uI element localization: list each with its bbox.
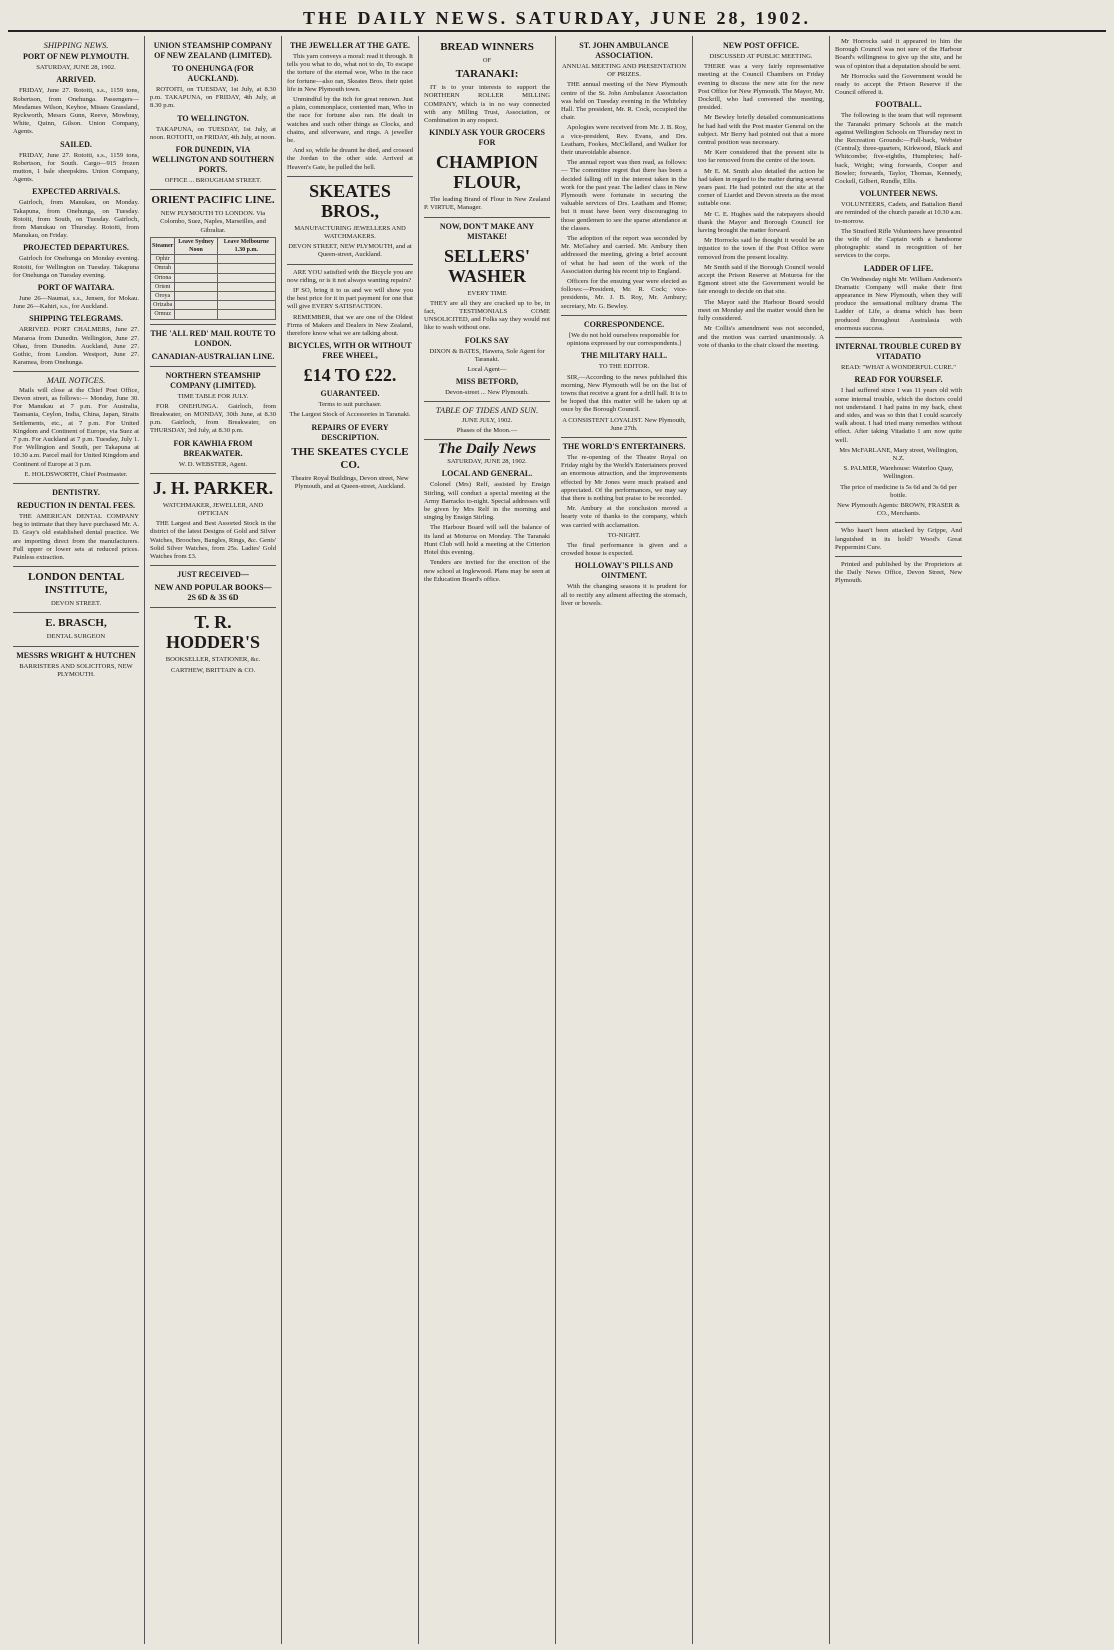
- office-line: OFFICE ... BROUGHAM STREET.: [164, 177, 262, 185]
- projected-text: Gairloch for Onehunga on Monday evening. Rotoiti, for Wellington on Tuesday. Takapuna for Onehunga on Tuesday evening.: [13, 255, 139, 279]
- dental-text: THE AMERICAN DENTAL COMPANY beg to intimate that they have purchased Mr. A. D. Gray's old established dental practice. We are importing direct from the manufacturers. Full upper or lower sets at reduced prices. Painless extraction.: [13, 512, 139, 561]
- usc-title: UNION STEAMSHIP COMPANY OF NEW ZEALAND (LIMITED).: [153, 41, 273, 60]
- jeweller-heading: THE JEWELLER AT THE GATE.: [289, 41, 411, 50]
- bicycle-text: ARE YOU satisfied with the Bicycle you are now riding, or is it not always wanting repairs?: [287, 268, 413, 284]
- dunedin-heading: FOR DUNEDIN, VIA WELLINGTON AND SOUTHERN PORTS.: [151, 145, 275, 175]
- table-row: [151, 255, 276, 264]
- skeates-address: DEVON STREET, NEW PLYMOUTH, and at Queen-street, Auckland.: [288, 243, 412, 259]
- holloway-text: With the changing seasons it is prudent for all to rectify any ailment affecting the stomach, liver or bowels.: [561, 583, 687, 607]
- local-text: The Harbour Board will sell the balance of its land at Moturoa on Monday. The Taranaki Hunt Club will hold a meeting at the Criterion Hotel this evening.: [424, 524, 550, 557]
- col2-footer: CARTHEW, BRITTAIN & CO.: [170, 666, 256, 674]
- local-text: Tenders are invited for the erection of the new school at Inglewood. Plans may be seen at the Education Board's office.: [424, 559, 550, 583]
- divider: [13, 646, 139, 647]
- world-heading: THE WORLD'S ENTERTAINERS.: [562, 441, 686, 451]
- table-header: Leave Melbourne 1.30 p.m.: [217, 237, 275, 254]
- local-agent: Local Agent—: [467, 366, 507, 374]
- sellers-title: SELLERS' WASHER: [443, 245, 531, 286]
- vitadatio-local: New Plymouth Agents: BROWN, FRASER & CO., Merchants.: [837, 501, 960, 518]
- npo-text: THERE was a very fairly representative meeting at the Council Chambers on Friday evening to discuss the new site for the new Post Office for New Plymouth. The Mayor, Mr. Dockrill, who had convened the meeting, presided.: [698, 63, 824, 112]
- divider: [13, 612, 139, 613]
- table-row: [151, 282, 276, 291]
- guaranteed: GUARANTEED.: [320, 389, 380, 399]
- nowdont-heading: NOW, DON'T MAKE ANY MISTAKE!: [439, 221, 535, 241]
- table-header: Steamer: [151, 237, 175, 254]
- telegrams-text: ARRIVED. PORT CHALMERS, June 27. Mararoa from Dunedin. Wellington, June 27. Ohau, from Dunedin. Auckland, June 27. Gothic, from London. Westport, June 27. Karamea, from Onehunga.: [13, 326, 139, 367]
- arrived-heading: ARRIVED.: [56, 75, 96, 85]
- projected-heading: PROJECTED DEPARTURES.: [23, 243, 129, 253]
- column-3: [282, 36, 419, 1644]
- npo-text: The Mayor said the Harbour Board would meet on Monday and the matter would then be fully considered.: [698, 298, 824, 323]
- dateline: SATURDAY, JUNE 28, 1902.: [447, 458, 527, 466]
- world-text: Mr. Ambury at the conclusion moved a hearty vote of thanks to the company, which was carried with acclamation.: [561, 505, 687, 529]
- table-cell: [217, 301, 275, 310]
- divider: [287, 176, 413, 177]
- column-4: [419, 36, 556, 1644]
- column-6: [693, 36, 830, 1644]
- table-cell: Ortona: [151, 273, 175, 282]
- vitadatio-agent: S. PALMER, Warehouse: Waterloo Quay, Wellington.: [843, 465, 954, 481]
- column-1: [8, 36, 145, 1644]
- divider: [150, 473, 276, 474]
- npo-text: Mr Horrocks said he thought it would be an injustice to the town if the Post Office were removed from the present locality.: [698, 237, 824, 261]
- terms-line: Terms to suit purchaser.: [318, 401, 382, 409]
- cycle-address: Theatre Royal Buildings, Devon street, New Plymouth, and at Queen-street, Auckland.: [291, 474, 409, 490]
- betford-name: MISS BETFORD,: [455, 377, 519, 387]
- port-date: SATURDAY, JUNE 28, 1902.: [36, 64, 116, 72]
- table-row: [151, 310, 276, 319]
- bicycle-text: IF SO, bring it to us and we will show you the best price for it in part payment for one that will give EVERY SATISFACTION.: [287, 287, 413, 311]
- port-heading: PORT OF NEW PLYMOUTH.: [23, 52, 129, 62]
- poem-text: This yarn conveys a moral: read it through. It tells you what to do, what not to do, To escape the torture of the eternal woe, Who in the race for fortune—also ran, Skeates Bros. their quiet life in New Plymouth town.: [287, 53, 413, 93]
- divider: [150, 366, 276, 367]
- parker-sub: WATCHMAKER, JEWELLER, AND OPTICIAN: [162, 501, 264, 518]
- betford-street: Devon-street ... New Plymouth.: [445, 389, 529, 397]
- onehunga-heading: TO ONEHUNGA (FOR AUCKLAND).: [172, 64, 254, 83]
- table-cell: Ormuz: [151, 310, 175, 319]
- kawhia-heading: FOR KAWHIA FROM BREAKWATER.: [173, 438, 253, 458]
- table-cell: [175, 310, 217, 319]
- local-text: Colonel (Mrs) Relf, assisted by Ensign Stirling, will conduct a special meeting at the Army Barracks to-night. Special addresses will be given by Mrs Relf in the morning and singing by Ensign Stirling.: [424, 481, 550, 522]
- npo-sub: DISCUSSED AT PUBLIC MEETING.: [709, 53, 813, 60]
- expected-text: Gairloch, from Manukau, on Monday. Takapuna, from Onehunga, on Tuesday. Rotoiti, from South, on Tuesday. Gairloch, from Manukau on Thursday. Rotoiti, from Manukau, on Friday.: [13, 199, 139, 240]
- tonight: TO-NIGHT.: [607, 531, 641, 539]
- vitadatio-price: The price of medicine is 5s 6d and 3s 6d per bottle.: [840, 483, 957, 499]
- table-cell: Ophir: [151, 255, 175, 264]
- tides-heading: TABLE OF TIDES AND SUN.: [435, 405, 539, 416]
- taranaki-title: TARANAKI:: [455, 68, 519, 81]
- parker-title: J. H. PARKER.: [152, 477, 274, 498]
- table-cell: [175, 292, 217, 301]
- shipping-heading: SHIPPING NEWS.: [43, 40, 109, 50]
- stjohn-text: The annual report was then read, as follows:— The committee regret that there has been a decided falling off in the interest taken in the work for the past year. The ladies' class in New Plymouth were fortunate in securing the valuable services of Drs. Leatham and Home; but it must have been very discouraging to those gentlemen to see the sparse attendance at the classes.: [561, 159, 687, 232]
- volunteer-text: VOLUNTEERS, Cadets, and Battalion Band are reminded of the church parade at 10.30 a.m. to-morrow.: [835, 201, 962, 225]
- skeates-sub: MANUFACTURING JEWELLERS AND WATCHMAKERS.: [294, 224, 406, 241]
- tides-sub: JUNE JULY, 1902.: [461, 416, 513, 424]
- stjohn-text: The adoption of the report was seconded by Mr. McGahey and carried. Mr. Ambury then addressed the meeting, giving a brief account of what he had seen of the work of the Association during his recent trip to England.: [561, 235, 687, 275]
- brasch-title: E. BRASCH,: [45, 617, 107, 630]
- poem-text: Unmindful by the itch for great renown. Just a plain, commonplace, contented man, Who in the race for fortune also ran. He dealt in watches and such other things as Clocks, and chains, and silverware, and rings. A jeweller he.: [287, 96, 413, 145]
- divider: [835, 337, 962, 338]
- table-cell: Orizaba: [151, 301, 175, 310]
- divider: [150, 565, 276, 566]
- table-row: [151, 264, 276, 273]
- npo-text: Mr C. E. Hughes said the ratepayers should thank the Mayor and Borough Council for having brought the matter forward.: [698, 210, 824, 235]
- volunteer-heading: VOLUNTEER NEWS.: [859, 189, 938, 199]
- table-cell: [175, 273, 217, 282]
- skeates-title: SKEATES BROS.,: [309, 180, 391, 221]
- column-5: [556, 36, 693, 1644]
- table-cell: [175, 255, 217, 264]
- divider: [13, 566, 139, 567]
- stjohn-text: Officers for the ensuing year were elected as follows:—President, Mr. R. Cock; vice-presidents, Mr. J. B. Roy, Mr. Ambury; secretary, Mr. G. Bewley.: [561, 278, 687, 310]
- npo-text: Mr Smith said if the Borough Council would accept the Prison Reserve at Moturoa for the Egmont street site the Government would be fair enough to decide on that site.: [698, 263, 824, 296]
- folks-heading: FOLKS SAY: [464, 335, 510, 345]
- sailings-table: [150, 237, 276, 320]
- columns: [8, 36, 1106, 1644]
- table-cell: Oroya: [151, 292, 175, 301]
- tonight-text: The final performance is given and a crowded house is expected.: [561, 541, 687, 558]
- wh-title: MESSRS WRIGHT & HUTCHEN: [16, 650, 136, 660]
- correspondence-sub: [We do not hold ourselves responsible for opinions expressed by our correspondents.]: [566, 331, 682, 348]
- waitara-heading: PORT OF WAITARA.: [37, 283, 115, 293]
- divider: [424, 439, 550, 440]
- letter-sign: A CONSISTENT LOYALIST. New Plymouth, June 27th.: [562, 416, 686, 432]
- read-yourself: READ FOR YOURSELF.: [854, 375, 943, 385]
- milling-text: IT is to your interests to support the NORTHERN ROLLER MILLING COMPANY, which is in no way connected with any Milling Trust, Association, or Combination in any respect.: [424, 84, 550, 125]
- postmaster-sign: E. HOLDSWORTH, Chief Postmaster.: [24, 470, 128, 478]
- telegrams-heading: SHIPPING TELEGRAMS.: [29, 314, 123, 324]
- table-cell: [175, 301, 217, 310]
- repairs-heading: REPAIRS OF EVERY DESCRIPTION.: [311, 422, 389, 442]
- mail-heading: MAIL NOTICES.: [46, 375, 106, 386]
- bread-of: OF: [482, 57, 492, 64]
- cpr-title: CANADIAN-AUSTRALIAN LINE.: [151, 351, 275, 361]
- waitara-text: June 26—Naumai, s.s., Jensen, for Mokau. June 26—Kahiri, s.s., for Auckland.: [13, 295, 139, 311]
- table-cell: [217, 282, 275, 291]
- vitadatio-sign: Mrs McFARLANE, Mary street, Wellington, N.Z.: [839, 446, 958, 462]
- divider: [835, 556, 962, 557]
- table-cell: Orient: [151, 282, 175, 291]
- bread-title: BREAD WINNERS: [440, 41, 534, 53]
- vitadatio-text: I had suffered since I was 11 years old with some internal trouble, which the doctors could not understand. I had pains in my back, chest and sides, and was so thin that I could scarcely walk about. I had tried many remedies without effect. After taking Vitadatio I am now quite well.: [835, 387, 962, 444]
- divider: [13, 371, 139, 372]
- stjohn-heading: ST. JOHN AMBULANCE ASSOCIATION.: [579, 41, 669, 60]
- table-row: [151, 301, 276, 310]
- timetable-sub: TIME TABLE FOR JULY.: [177, 392, 249, 400]
- expected-heading: EXPECTED ARRIVALS.: [32, 187, 120, 197]
- to-editor: TO THE EDITOR.: [598, 363, 650, 371]
- orient-title: ORIENT PACIFIC LINE.: [151, 194, 275, 207]
- hodder-title: T. R. HODDER'S: [165, 612, 261, 653]
- kindly-heading: KINDLY ASK YOUR GROCERS FOR: [429, 128, 545, 148]
- ldi-street: DEVON STREET.: [50, 600, 102, 608]
- brasch-sub: DENTAL SURGEON: [46, 633, 106, 641]
- divider: [424, 401, 550, 402]
- vitadatio-heading: INTERNAL TROUBLE CURED BY VITADATIO: [835, 342, 962, 362]
- divider: [287, 264, 413, 265]
- divider: [150, 189, 276, 190]
- military-heading: THE MILITARY HALL.: [580, 351, 668, 361]
- onehunga-text: ROTOITI, on TUESDAY, 1st July, at 8.30 p.m. TAKAPUNA, on FRIDAY, 4th July, at 8.30 p.m.: [150, 86, 276, 110]
- stjohn-text: Apologies were received from Mr. J. B. Roy, a vice-president, Rev. Evans, and Drs. Leatham, Fookes, McClelland, and Walker for their unavoidable absence.: [561, 124, 687, 157]
- poem-text: And so, while he dreamt he died, and crossed the Jordan to the other side. Arrived at Heaven's Gate, he pulled the bell.: [287, 147, 413, 171]
- table-row: [151, 292, 276, 301]
- holloway-heading: HOLLOWAY'S PILLS AND OINTMENT.: [575, 561, 673, 581]
- wh-sub: BARRISTERS AND SOLICITORS, NEW PLYMOUTH.: [19, 662, 133, 678]
- imprint-text: Printed and published by the Proprietors at the Daily News Office, Devon Street, New Plymouth.: [835, 560, 962, 585]
- moon-phases: Phases of the Moon.—: [456, 426, 518, 434]
- hodder-sub: BOOKSELLER, STATIONER, &c.: [165, 656, 261, 664]
- nss-agent: W. D. WEBSTER, Agent.: [178, 460, 248, 468]
- parker-text: THE Largest and Best Assorted Stock in the district of the latest Designs of Gold and Silver Watches, Brooches, Bangles, Rings, &c. Gents' Solid Silver Watches, from 25s. Ladies' Gold Watches from £3.: [150, 520, 276, 561]
- masthead: THE DAILY NEWS. SATURDAY, JUNE 28, 1902.: [8, 6, 1106, 32]
- npo-heading: NEW POST OFFICE.: [723, 41, 799, 50]
- npo-text: Mr Kerr considered that the present site is too far removed from the centre of the town.: [698, 149, 824, 165]
- letter-text: SIR,—According to the news published this morning, New Plymouth will be on the list of towns that receive a grant for a drill hall. It is to be hoped that this matter will be taken up at once by the Borough Council.: [561, 373, 687, 414]
- npo-cont-text: Mr Horrocks said it appeared to him the Borough Council was not sure of the Harbour Board's willingness to give up the site, and he was of opinion that a deputation should be sent.: [835, 38, 962, 70]
- divider: [835, 522, 962, 523]
- annual-sub: ANNUAL MEETING AND PRESENTATION OF PRIZES.: [562, 63, 686, 79]
- nss-text: FOR ONEHUNGA. Gairloch, from Breakwater, on MONDAY, 30th June, at 8.30 p.m. Gairloch, from Breakwater, on THURSDAY, 3rd July, at 8.30 p.m.: [150, 402, 276, 435]
- allred-title: THE 'ALL RED' MAIL ROUTE TO LONDON.: [150, 328, 276, 348]
- received-heading: JUST RECEIVED—: [177, 570, 249, 580]
- table-cell: [217, 273, 275, 282]
- arrived-text: FRIDAY, June 27. Rotoiti, s.s., 1159 tons, Robertson, from Onehunga. Passengers—Mesdames Wilson, Keyhoe, Misses Grassland, Ryckworth, Messrs Gunn, Reeve, Mowbray, White, Quinn, Gilson. Union Company, Agents.: [13, 87, 139, 136]
- divider: [424, 217, 550, 218]
- wellington-text: TAKAPUNA, on TUESDAY, 1st July, at noon. ROTOITI, on FRIDAY, 4th July, at noon.: [150, 125, 276, 141]
- table-row: [151, 237, 276, 254]
- dentistry-heading: DENTISTRY.: [52, 487, 100, 497]
- divider: [13, 483, 139, 484]
- stock-line: The Largest Stock of Accessories in Taranaki.: [289, 411, 411, 419]
- table-cell: [217, 264, 275, 273]
- reduction-heading: REDUCTION IN DENTAL FEES.: [16, 500, 136, 510]
- flour-text: The leading Brand of Flour in New Zealand P. VIRTUE, Manager.: [424, 196, 550, 212]
- correspondence-heading: CORRESPONDENCE.: [583, 319, 665, 329]
- washer-text: THEY are all they are cracked up to be, in fact, TESTIMONIALS COME UNSOLICITED, and Folks say they would not like to wash without one.: [424, 299, 550, 332]
- table-cell: [175, 264, 217, 273]
- price-heading: £14 TO £22.: [303, 365, 397, 386]
- ladder-text: On Wednesday night Mr. William Anderson's Dramatic Company will make their first appearance in New Plymouth, when they will produce the sensational military drama The Ladder of Life, a drama which has been produced throughout Australasia with enormous success.: [835, 275, 962, 332]
- table-cell: [175, 282, 217, 291]
- champion-title: CHAMPION FLOUR,: [436, 152, 538, 193]
- npo-text: Mr Collis's amendment was not seconded, and the motion was carried unanimously. A vote of thanks to the chair closed the meeting.: [698, 325, 824, 349]
- stjohn-text: THE annual meeting of the New Plymouth centre of the St. John Ambulance Association was held on Tuesday evening in the Whiteley Hall. The president, Mr. R. Cock, occupied the chair.: [561, 81, 687, 122]
- table-header: Leave Sydney Noon: [175, 237, 217, 254]
- column-7: [830, 36, 967, 1644]
- volunteer-text: The Stratford Rifle Volunteers have presented the wife of the Captain with a handsome photographic stand in recognition of her services to the corps.: [835, 227, 962, 260]
- table-cell: [217, 292, 275, 301]
- nss-title: NORTHERN STEAMSHIP COMPANY (LIMITED).: [165, 370, 261, 390]
- sailed-text: FRIDAY, June 27. Rotoiti, s.s., 1159 tons, Robertson, for South. Cargo—915 frozen mutton, 1 bale sheepskins. Union Company, Agents.: [13, 151, 139, 184]
- table-cell: Omrah: [151, 264, 175, 273]
- football-heading: FOOTBALL.: [875, 100, 922, 110]
- divider: [561, 437, 687, 438]
- column-2: [145, 36, 282, 1644]
- read-line: READ: "WHAT A WONDERFUL CURE.": [841, 364, 956, 372]
- bicycles-heading: BICYCLES, WITH OR WITHOUT FREE WHEEL,: [288, 341, 412, 361]
- books-heading: NEW AND POPULAR BOOKS— 2S 6D & 3S 6D: [154, 583, 272, 603]
- world-text: The re-opening of the Theatre Royal on Friday night by the World's Entertainers proved an enormous attraction, and the improvements effected by Mr Jones were much praised and appreciated. Of the performances, we may say that there is nothing but praise to be recorded.: [561, 453, 687, 502]
- ladder-heading: LADDER OF LIFE.: [863, 263, 934, 273]
- table-cell: [217, 255, 275, 264]
- every-time: EVERY TIME: [467, 289, 507, 297]
- ldi-title: LONDON DENTAL INSTITUTE,: [27, 571, 125, 597]
- wellington-heading: TO WELLINGTON.: [177, 113, 249, 123]
- peppermint-text: Who hasn't been attacked by Grippe, And languished in its hold? Wood's Great Peppermint Cure.: [835, 527, 962, 551]
- npo-text: Mr E. M. Smith also detailed the action he had taken in regard to the matter during several years past. He had pointed out the site at the corner of Liardet and Devon streets as the most suitable one.: [698, 167, 824, 208]
- npo-cont-text: Mr Horrocks said the Government would be ready to accept the Prison Reserve if the Council offered it.: [835, 72, 962, 97]
- orient-sub: NEW PLYMOUTH TO LONDON. Via Colombo, Suez, Naples, Marseilles, and Gibraltar.: [160, 210, 266, 234]
- table-row: [151, 273, 276, 282]
- bicycle-text: REMEMBER, that we are one of the Oldest Firms of Makers and Dealers in New Zealand, therefore know what we are talking about.: [287, 313, 413, 338]
- football-text: The following is the team that will represent the Taranaki primary Schools at the match against Wellington Schools on Thursday next in the Recreation Grounds:—Full-back, Webster (Central); three-quarters, Kirkwood, Black and Whitcombe; five-eighths, Humphries; half-back, Wright; wing forwards, Cooper and Bowler; forwards, Taylor, Thomas, Kennedy, Cockell, Gilbert, Rundle, Ellis.: [835, 112, 962, 186]
- daily-news-logo: The Daily News: [437, 441, 537, 458]
- dixon-line: DIXON & BATES, Hawera, Sole Agent for Taranaki.: [429, 347, 545, 363]
- divider: [150, 607, 276, 608]
- sailed-heading: SAILED.: [60, 139, 92, 149]
- mail-text: Mails will close at the Chief Post Office, Devon street, as follows:— Monday, June 30. For Manukau at 7 p.m. For Australia, Tasmania, Ceylon, India, China, Japan, Straits Settlements, etc., at 7 p.m. For United Kingdom and Continent of Europe, via Suez at 7 p.m. For Auckland at 7 p.m. Tuesday, July 1. For Wellington and South, per Takapuna at 10.30 a.m. Parcel mail for United Kingdom and Continent of Europe at 3 p.m.: [13, 386, 139, 468]
- cycle-title: THE SKEATES CYCLE CO.: [291, 445, 409, 471]
- local-heading: LOCAL AND GENERAL.: [441, 469, 533, 479]
- npo-text: Mr Bewley briefly detailed communications he had had with the Post master General on the subject. Mr Berry had pointed out that a more central position was necessary.: [698, 114, 824, 147]
- table-cell: [217, 310, 275, 319]
- divider: [150, 324, 276, 325]
- divider: [561, 315, 687, 316]
